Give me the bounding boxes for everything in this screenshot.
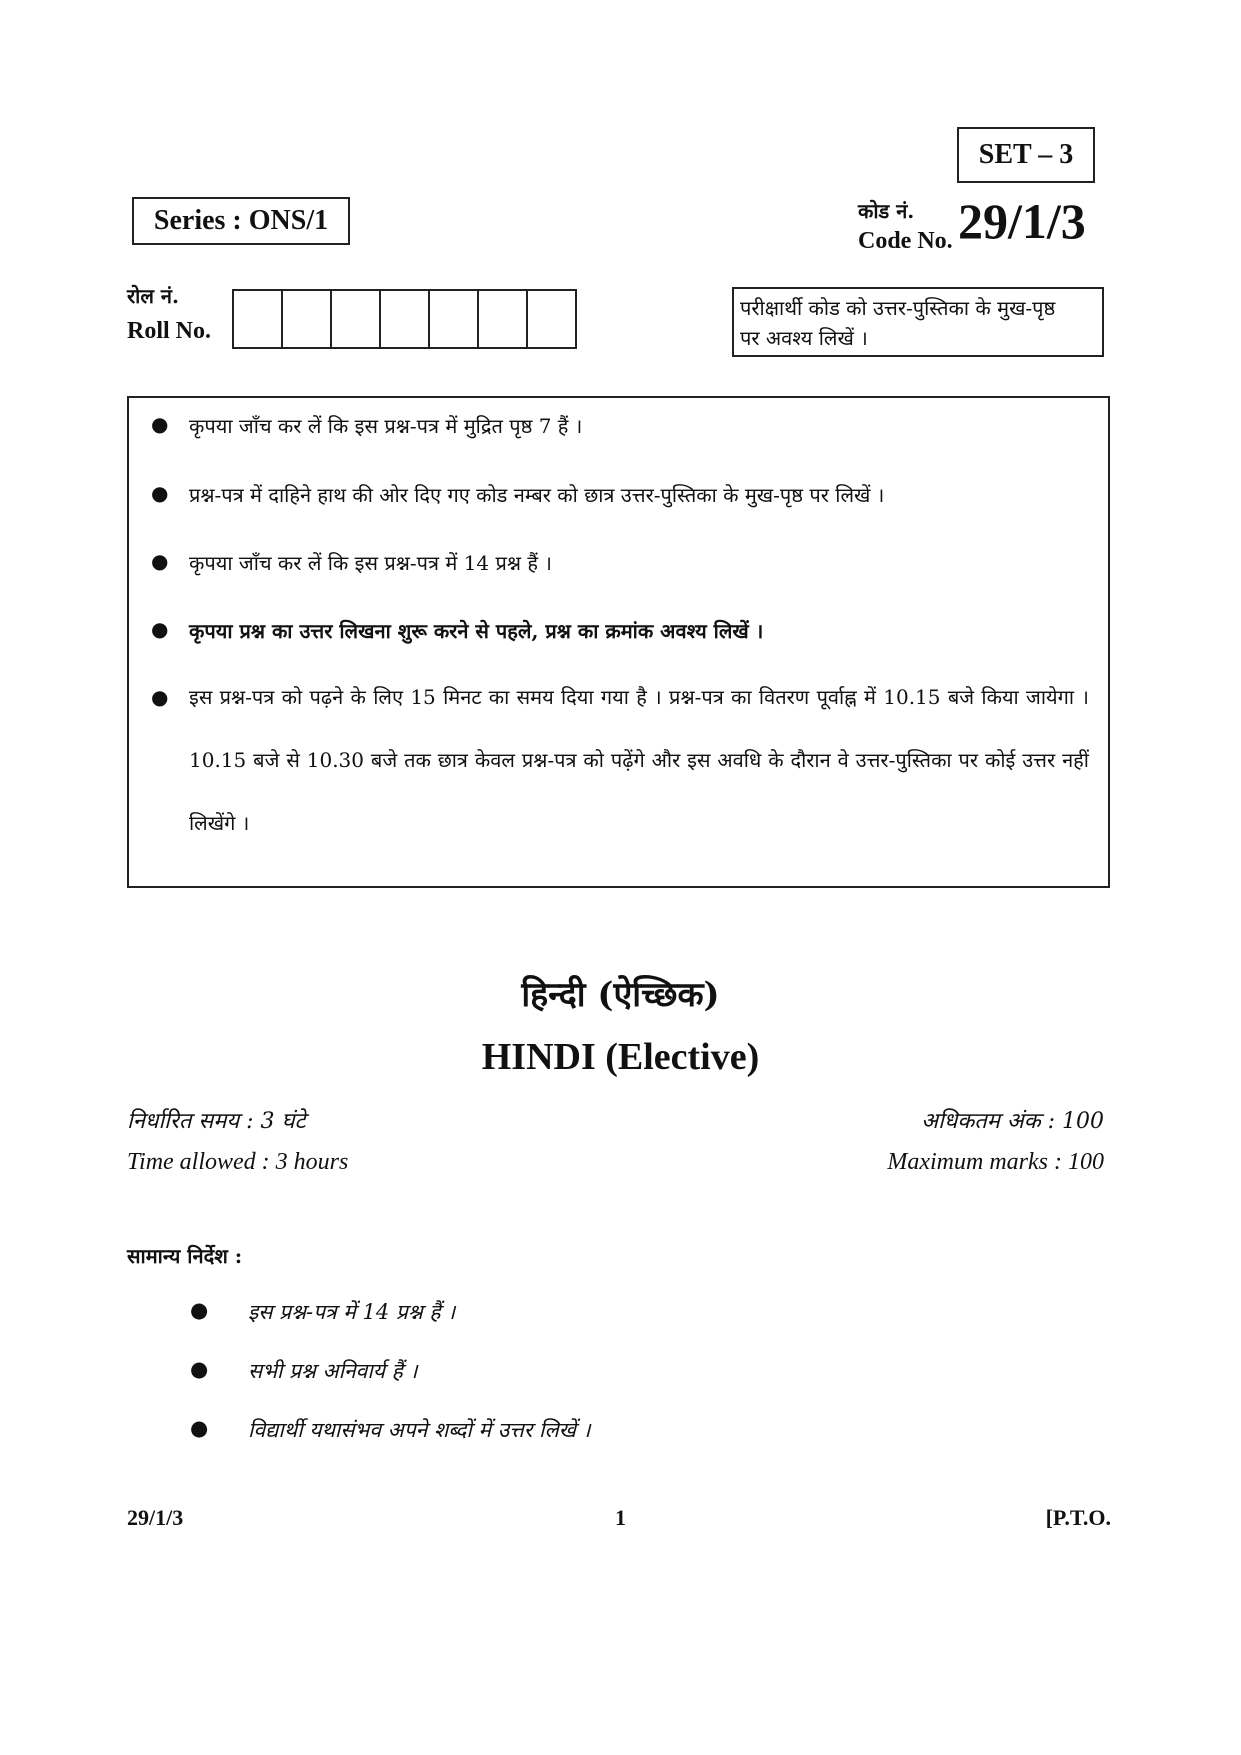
general-instruction-text: विद्यार्थी यथासंभव अपने शब्दों में उत्तर लिखें । (248, 1418, 591, 1442)
instruction-text: कृपया प्रश्न का उत्तर लिखना शुरू करने से पहले, प्रश्न का क्रमांक अवश्य लिखें । (189, 619, 764, 643)
instruction-item (151, 412, 583, 439)
code-label-english: Code No. (858, 228, 953, 254)
general-instruction-text: सभी प्रश्न अनिवार्य हैं । (248, 1359, 418, 1383)
bullet-icon: ● (190, 1298, 209, 1322)
roll-number-boxes[interactable] (232, 289, 577, 349)
instruction-item (151, 617, 764, 644)
general-instruction-text: इस प्रश्न-पत्र में 14 प्रश्न हैं । (248, 1300, 456, 1324)
bullet-icon: ● (151, 481, 169, 505)
instruction-item (151, 549, 552, 576)
time-allowed-hindi: निर्धारित समय : 3 घंटे (127, 1109, 306, 1134)
set-label: SET – 3 (957, 127, 1095, 183)
footer-code: 29/1/3 (127, 1505, 184, 1530)
instruction-item (151, 481, 885, 508)
bullet-icon: ● (190, 1357, 209, 1381)
bullet-icon: ● (190, 1416, 209, 1440)
code-note-line: पर अवश्य लिखें । (740, 326, 868, 350)
page-number: 1 (615, 1505, 626, 1530)
roll-box[interactable] (381, 291, 430, 347)
roll-box[interactable] (430, 291, 479, 347)
maximum-marks-hindi: अधिकतम अंक : 100 (921, 1109, 1104, 1134)
time-allowed-english: Time allowed : 3 hours (127, 1149, 349, 1175)
code-note-box (732, 287, 1104, 357)
bullet-icon: ● (151, 549, 169, 573)
instruction-text: इस प्रश्न-पत्र को पढ़ने के लिए 15 मिनट का समय दिया गया है । प्रश्न-पत्र का वितरण पूर्वाह्न में 10.15 बजे किया जायेगा । 10.15 बजे से 10.30 बजे तक छात्र केवल प्रश्न-पत्र को पढ़ेंगे और इस अवधि के दौरान वे उत्तर-पुस्तिका पर कोई उत्तर नहीं लिखेंगे । (189, 685, 1089, 835)
code-note-line: परीक्षार्थी कोड को उत्तर-पुस्तिका के मुख-पृष्ठ (740, 296, 1056, 320)
instruction-text: कृपया जाँच कर लें कि इस प्रश्न-पत्र में मुद्रित पृष्ठ 7 हैं । (189, 414, 583, 438)
roll-box[interactable] (283, 291, 332, 347)
instructions-box (127, 396, 1110, 888)
roll-label-hindi: रोल नं. (127, 284, 179, 308)
series-label: Series : ONS/1 (132, 197, 350, 245)
roll-box[interactable] (234, 291, 283, 347)
roll-box[interactable] (479, 291, 528, 347)
roll-label-english: Roll No. (127, 318, 211, 344)
subject-title-english: HINDI (Elective) (481, 1036, 760, 1078)
pto-label: [P.T.O. (1045, 1505, 1111, 1530)
roll-box[interactable] (528, 291, 575, 347)
code-number: 29/1/3 (958, 193, 1086, 249)
general-instruction-item (190, 1357, 418, 1385)
general-instructions-heading: सामान्य निर्देश : (127, 1244, 243, 1268)
bullet-icon: ● (151, 412, 169, 436)
subject-title-hindi: हिन्दी (ऐच्छिक) (521, 975, 720, 1015)
general-instruction-item (190, 1416, 591, 1444)
maximum-marks-english: Maximum marks : 100 (887, 1149, 1104, 1175)
code-label-hindi: कोड नं. (858, 199, 915, 223)
instruction-text: कृपया जाँच कर लें कि इस प्रश्न-पत्र में 14 प्रश्न हैं । (189, 551, 552, 575)
instruction-text: प्रश्न-पत्र में दाहिने हाथ की ओर दिए गए कोड नम्बर को छात्र उत्तर-पुस्तिका के मुख-पृष्ठ पर लिखें । (189, 483, 885, 507)
instruction-item (151, 666, 1089, 855)
general-instruction-item (190, 1298, 456, 1326)
bullet-icon: ● (151, 685, 169, 709)
roll-box[interactable] (332, 291, 381, 347)
bullet-icon: ● (151, 617, 169, 641)
